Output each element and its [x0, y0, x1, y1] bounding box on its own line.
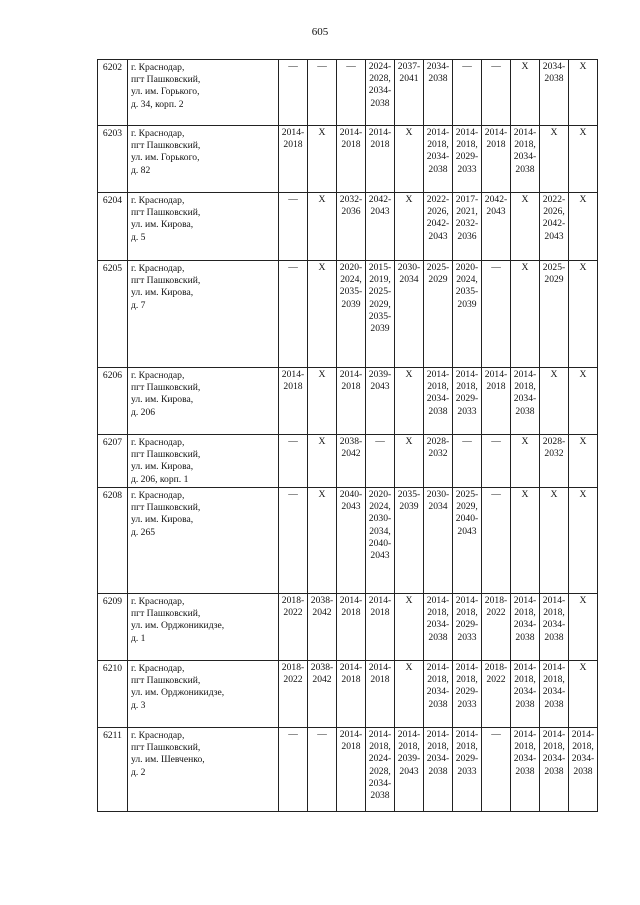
- period-cell: X: [511, 193, 540, 261]
- period-cell: —: [279, 60, 308, 126]
- period-cell: X: [511, 435, 540, 488]
- period-cell: X: [540, 488, 569, 594]
- period-cell: —: [482, 728, 511, 812]
- period-cell: 2014- 2018, 2034- 2038: [569, 728, 598, 812]
- period-cell: 2030- 2034: [424, 488, 453, 594]
- period-cell: 2014- 2018, 2034- 2038: [424, 368, 453, 435]
- period-cell: 2022- 2026, 2042- 2043: [424, 193, 453, 261]
- period-cell: X: [395, 126, 424, 193]
- period-cell: X: [308, 261, 337, 368]
- period-cell: 2039- 2043: [366, 368, 395, 435]
- period-cell: —: [279, 261, 308, 368]
- period-cell: 2020- 2024, 2035- 2039: [337, 261, 366, 368]
- period-cell: 2014- 2018: [482, 368, 511, 435]
- period-cell: —: [482, 488, 511, 594]
- period-cell: 2042- 2043: [366, 193, 395, 261]
- period-cell: 2014- 2018, 2034- 2038: [511, 368, 540, 435]
- period-cell: 2032- 2036: [337, 193, 366, 261]
- row-number: 6211: [98, 728, 128, 812]
- period-cell: X: [308, 193, 337, 261]
- table-row: [98, 193, 598, 261]
- period-cell: X: [511, 488, 540, 594]
- period-cell: 2014- 2018, 2034- 2038: [511, 728, 540, 812]
- period-cell: 2014- 2018: [337, 368, 366, 435]
- period-cell: 2014- 2018, 2039- 2043: [395, 728, 424, 812]
- address-cell: г. Краснодар, пгт Пашковский, ул. им. Горького, д. 82: [128, 126, 279, 193]
- period-cell: 2014- 2018: [482, 126, 511, 193]
- period-cell: X: [540, 126, 569, 193]
- table-row: [98, 368, 598, 435]
- period-cell: —: [453, 60, 482, 126]
- period-cell: 2014- 2018, 2034- 2038: [511, 661, 540, 728]
- period-cell: 2028- 2032: [424, 435, 453, 488]
- period-cell: X: [308, 126, 337, 193]
- period-cell: 2014- 2018, 2034- 2038: [424, 661, 453, 728]
- period-cell: 2022- 2026, 2042- 2043: [540, 193, 569, 261]
- period-cell: 2018- 2022: [279, 661, 308, 728]
- period-cell: 2014- 2018, 2034- 2038: [511, 594, 540, 661]
- period-cell: X: [395, 193, 424, 261]
- period-cell: X: [308, 435, 337, 488]
- address-cell: г. Краснодар, пгт Пашковский, ул. им. Орджоникидзе, д. 3: [128, 661, 279, 728]
- address-cell: г. Краснодар, пгт Пашковский, ул. им. Кирова, д. 5: [128, 193, 279, 261]
- table-row: [98, 728, 598, 812]
- period-cell: 2020- 2024, 2030- 2034, 2040- 2043: [366, 488, 395, 594]
- period-cell: 2014- 2018, 2034- 2038: [540, 661, 569, 728]
- period-cell: 2014- 2018: [337, 661, 366, 728]
- period-cell: 2014- 2018, 2034- 2038: [511, 126, 540, 193]
- period-cell: 2038- 2042: [337, 435, 366, 488]
- address-cell: г. Краснодар, пгт Пашковский, ул. им. Орджоникидзе, д. 1: [128, 594, 279, 661]
- period-cell: 2018- 2022: [279, 594, 308, 661]
- period-cell: 2014- 2018, 2024- 2028, 2034- 2038: [366, 728, 395, 812]
- period-cell: 2014- 2018, 2029- 2033: [453, 594, 482, 661]
- period-cell: 2014- 2018: [279, 368, 308, 435]
- period-cell: X: [569, 261, 598, 368]
- address-cell: г. Краснодар, пгт Пашковский, ул. им. Кирова, д. 206, корп. 1: [128, 435, 279, 488]
- period-cell: X: [511, 261, 540, 368]
- period-cell: 2014- 2018: [279, 126, 308, 193]
- period-cell: X: [308, 368, 337, 435]
- period-cell: 2035- 2039: [395, 488, 424, 594]
- period-cell: —: [308, 728, 337, 812]
- period-cell: X: [569, 488, 598, 594]
- row-number: 6208: [98, 488, 128, 594]
- period-cell: 2014- 2018: [366, 594, 395, 661]
- period-cell: 2025- 2029, 2040- 2043: [453, 488, 482, 594]
- period-cell: —: [453, 435, 482, 488]
- period-cell: 2038- 2042: [308, 594, 337, 661]
- row-number: 6205: [98, 261, 128, 368]
- period-cell: —: [279, 193, 308, 261]
- period-cell: 2025- 2029: [540, 261, 569, 368]
- period-cell: 2014- 2018: [337, 594, 366, 661]
- period-cell: 2030- 2034: [395, 261, 424, 368]
- period-cell: 2040- 2043: [337, 488, 366, 594]
- period-cell: 2025- 2029: [424, 261, 453, 368]
- page-number: 605: [311, 26, 329, 38]
- period-cell: X: [395, 368, 424, 435]
- period-cell: —: [482, 261, 511, 368]
- period-cell: X: [569, 661, 598, 728]
- period-cell: 2014- 2018: [337, 126, 366, 193]
- period-cell: 2034- 2038: [540, 60, 569, 126]
- period-cell: 2014- 2018, 2034- 2038: [424, 126, 453, 193]
- row-number: 6203: [98, 126, 128, 193]
- period-cell: X: [569, 126, 598, 193]
- period-cell: 2020- 2024, 2035- 2039: [453, 261, 482, 368]
- row-number: 6210: [98, 661, 128, 728]
- period-cell: 2014- 2018: [366, 661, 395, 728]
- period-cell: 2014- 2018: [366, 126, 395, 193]
- period-cell: X: [540, 368, 569, 435]
- period-cell: —: [279, 728, 308, 812]
- period-cell: X: [569, 193, 598, 261]
- period-cell: 2014- 2018, 2034- 2038: [540, 728, 569, 812]
- table-row: [98, 435, 598, 488]
- period-cell: 2014- 2018, 2034- 2038: [424, 594, 453, 661]
- period-cell: X: [569, 435, 598, 488]
- table-row: [98, 488, 598, 594]
- period-cell: —: [482, 60, 511, 126]
- period-cell: 2014- 2018, 2029- 2033: [453, 661, 482, 728]
- period-cell: X: [569, 60, 598, 126]
- period-cell: 2018- 2022: [482, 594, 511, 661]
- period-cell: 2017- 2021, 2032- 2036: [453, 193, 482, 261]
- period-cell: —: [279, 435, 308, 488]
- address-cell: г. Краснодар, пгт Пашковский, ул. им. Шевченко, д. 2: [128, 728, 279, 812]
- period-cell: X: [395, 435, 424, 488]
- period-cell: 2042- 2043: [482, 193, 511, 261]
- row-number: 6206: [98, 368, 128, 435]
- period-cell: X: [395, 661, 424, 728]
- table-row: [98, 126, 598, 193]
- period-cell: 2014- 2018, 2034- 2038: [424, 728, 453, 812]
- schedule-table: [97, 59, 598, 812]
- address-cell: г. Краснодар, пгт Пашковский, ул. им. Горького, д. 34, корп. 2: [128, 60, 279, 126]
- period-cell: X: [511, 60, 540, 126]
- period-cell: —: [279, 488, 308, 594]
- period-cell: 2014- 2018, 2034- 2038: [540, 594, 569, 661]
- table-row: [98, 661, 598, 728]
- period-cell: —: [337, 60, 366, 126]
- row-number: 6207: [98, 435, 128, 488]
- period-cell: X: [308, 488, 337, 594]
- period-cell: X: [569, 594, 598, 661]
- address-cell: г. Краснодар, пгт Пашковский, ул. им. Кирова, д. 265: [128, 488, 279, 594]
- row-number: 6202: [98, 60, 128, 126]
- period-cell: 2014- 2018, 2029- 2033: [453, 368, 482, 435]
- period-cell: X: [569, 368, 598, 435]
- row-number: 6204: [98, 193, 128, 261]
- period-cell: 2014- 2018, 2029- 2033: [453, 126, 482, 193]
- period-cell: 2014- 2018, 2029- 2033: [453, 728, 482, 812]
- period-cell: —: [308, 60, 337, 126]
- row-number: 6209: [98, 594, 128, 661]
- period-cell: —: [366, 435, 395, 488]
- period-cell: 2034- 2038: [424, 60, 453, 126]
- period-cell: 2014- 2018: [337, 728, 366, 812]
- period-cell: —: [482, 435, 511, 488]
- period-cell: 2037- 2041: [395, 60, 424, 126]
- period-cell: 2028- 2032: [540, 435, 569, 488]
- table-row: [98, 60, 598, 126]
- table-row: [98, 594, 598, 661]
- period-cell: 2038- 2042: [308, 661, 337, 728]
- period-cell: 2018- 2022: [482, 661, 511, 728]
- address-cell: г. Краснодар, пгт Пашковский, ул. им. Кирова, д. 206: [128, 368, 279, 435]
- period-cell: 2024- 2028, 2034- 2038: [366, 60, 395, 126]
- period-cell: X: [395, 594, 424, 661]
- address-cell: г. Краснодар, пгт Пашковский, ул. им. Кирова, д. 7: [128, 261, 279, 368]
- period-cell: 2015- 2019, 2025- 2029, 2035- 2039: [366, 261, 395, 368]
- table-row: [98, 261, 598, 368]
